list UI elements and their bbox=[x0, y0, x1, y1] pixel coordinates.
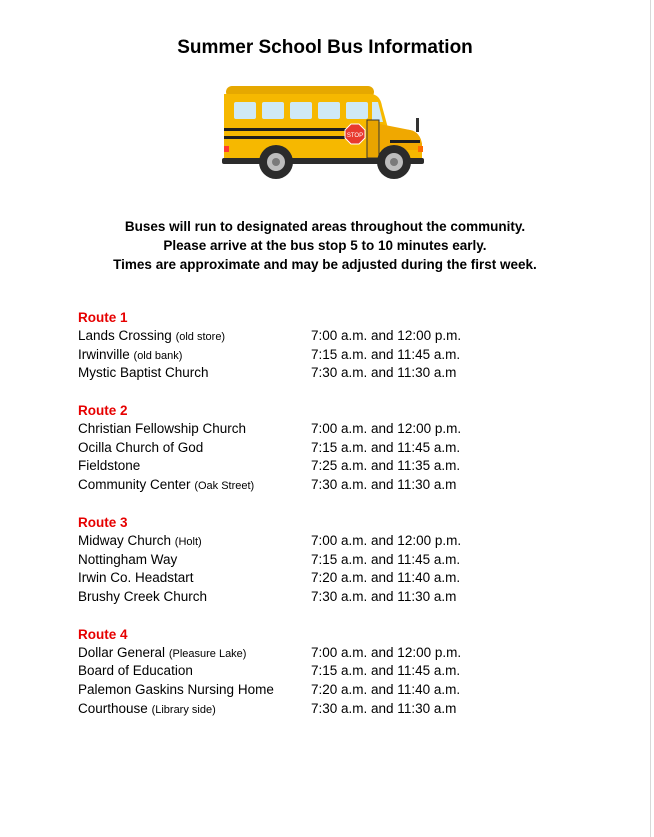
stop-name: Mystic Baptist Church bbox=[78, 365, 209, 381]
stop-time: 7:00 a.m. and 12:00 p.m. bbox=[311, 328, 462, 343]
route-title: Route 4 bbox=[78, 626, 128, 642]
stop-name: Nottingham Way bbox=[78, 551, 178, 567]
stop-name-cell bbox=[78, 681, 311, 700]
intro-line: Please arrive at the bus stop 5 to 10 minutes early. bbox=[163, 238, 487, 253]
stop-time: 7:15 a.m. and 11:45 a.m. bbox=[311, 439, 461, 455]
school-bus-icon bbox=[220, 84, 426, 184]
stop-row bbox=[78, 569, 598, 588]
stop-name: Brushy Creek Church bbox=[78, 588, 208, 604]
stop-row bbox=[78, 364, 598, 383]
stop-name: Courthouse bbox=[78, 700, 148, 716]
route-3 bbox=[78, 513, 598, 607]
stop-name-cell bbox=[78, 364, 311, 383]
stop-row bbox=[78, 439, 598, 458]
stop-name-cell bbox=[78, 662, 311, 681]
stop-name: Board of Education bbox=[78, 663, 193, 679]
stop-name-cell bbox=[78, 588, 311, 607]
route-2 bbox=[78, 401, 598, 495]
page-title: Summer School Bus Information bbox=[177, 37, 473, 58]
stop-row bbox=[78, 700, 598, 719]
stop-time: 7:00 a.m. and 12:00 p.m. bbox=[311, 532, 462, 548]
stop-name: Community Center bbox=[78, 477, 191, 493]
stop-time: 7:15 a.m. and 11:45 a.m. bbox=[311, 551, 461, 567]
stop-note: (Oak Street) bbox=[194, 480, 255, 493]
stop-name-cell bbox=[78, 532, 311, 551]
stop-name: Lands Crossing bbox=[78, 328, 172, 343]
stop-name-cell bbox=[78, 644, 311, 663]
stop-note: (Library side) bbox=[151, 703, 216, 716]
stop-time: 7:30 a.m. and 11:30 a.m bbox=[311, 365, 457, 381]
stop-name: Irwinville bbox=[78, 346, 130, 362]
intro-line: Times are approximate and may be adjusted during the first week. bbox=[113, 257, 537, 272]
stop-name-cell bbox=[78, 476, 311, 495]
stop-row bbox=[78, 681, 598, 700]
stop-time: 7:30 a.m. and 11:30 a.m bbox=[311, 588, 457, 604]
stop-row bbox=[78, 588, 598, 607]
stop-time: 7:25 a.m. and 11:35 a.m. bbox=[311, 458, 461, 474]
stop-note: (Holt) bbox=[174, 535, 202, 548]
stop-time: 7:00 a.m. and 12:00 p.m. bbox=[311, 644, 462, 660]
route-4 bbox=[78, 625, 598, 719]
stop-row bbox=[78, 662, 598, 681]
stop-name-cell bbox=[78, 420, 311, 439]
stop-row bbox=[78, 476, 598, 495]
stop-name-cell bbox=[78, 327, 311, 346]
stop-row bbox=[78, 532, 598, 551]
stop-name: Ocilla Church of God bbox=[78, 439, 204, 455]
stop-time: 7:15 a.m. and 11:45 a.m. bbox=[311, 346, 461, 362]
stop-time: 7:30 a.m. and 11:30 a.m bbox=[311, 477, 457, 493]
stop-row bbox=[78, 327, 598, 346]
route-title: Route 1 bbox=[78, 310, 128, 325]
stop-note: (old store) bbox=[175, 331, 226, 343]
intro-text bbox=[0, 217, 650, 274]
stop-row bbox=[78, 644, 598, 663]
stop-row bbox=[78, 346, 598, 365]
stop-row bbox=[78, 420, 598, 439]
intro-line: Buses will run to designated areas throughout the community. bbox=[124, 219, 526, 234]
stop-name: Palemon Gaskins Nursing Home bbox=[78, 681, 274, 697]
stop-name: Christian Fellowship Church bbox=[78, 421, 247, 437]
stop-time: 7:20 a.m. and 11:40 a.m. bbox=[311, 681, 461, 697]
stop-name: Irwin Co. Headstart bbox=[78, 570, 194, 586]
stop-name-cell bbox=[78, 569, 311, 588]
stop-name-cell bbox=[78, 551, 311, 570]
route-title: Route 3 bbox=[78, 514, 128, 530]
stop-note: (Pleasure Lake) bbox=[168, 647, 247, 660]
stop-row bbox=[78, 457, 598, 476]
stop-time: 7:00 a.m. and 12:00 p.m. bbox=[311, 421, 462, 437]
stop-name-cell bbox=[78, 346, 311, 365]
route-list bbox=[78, 308, 598, 736]
stop-name: Midway Church bbox=[78, 532, 172, 548]
stop-name-cell bbox=[78, 700, 311, 719]
stop-name: Dollar General bbox=[78, 644, 166, 660]
stop-note: (old bank) bbox=[133, 349, 183, 362]
stop-time: 7:15 a.m. and 11:45 a.m. bbox=[311, 663, 461, 679]
stop-name: Fieldstone bbox=[78, 458, 141, 474]
stop-time: 7:30 a.m. and 11:30 a.m bbox=[311, 700, 457, 716]
stop-row bbox=[78, 551, 598, 570]
svg-text:STOP: STOP bbox=[346, 133, 364, 139]
route-title: Route 2 bbox=[78, 403, 128, 419]
stop-time: 7:20 a.m. and 11:40 a.m. bbox=[311, 570, 461, 586]
stop-name-cell bbox=[78, 457, 311, 476]
stop-name-cell bbox=[78, 439, 311, 458]
route-1 bbox=[78, 308, 598, 383]
